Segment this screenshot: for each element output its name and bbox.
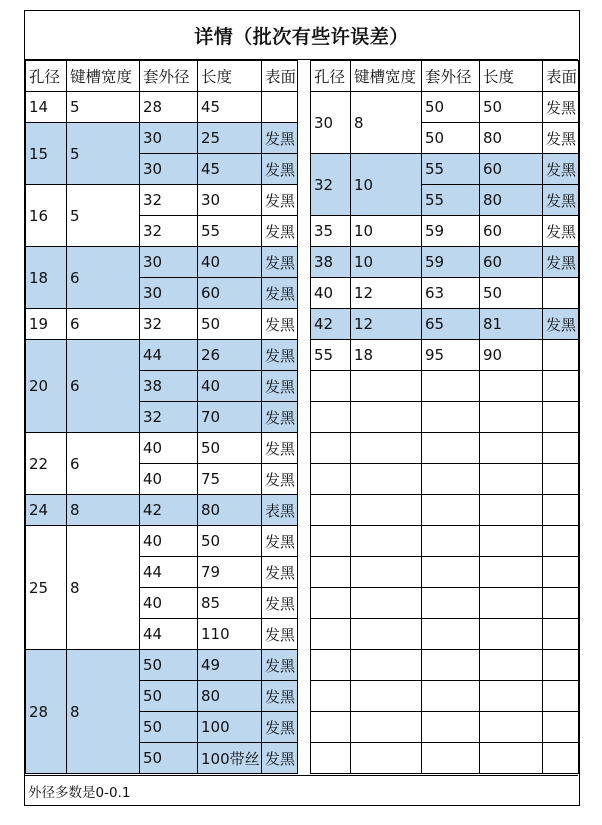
outer-diameter-cell: 55 bbox=[422, 185, 480, 216]
table-row bbox=[26, 185, 298, 216]
outer-diameter-cell: 50 bbox=[422, 123, 480, 154]
left-header-row bbox=[26, 61, 298, 92]
header-surface: 表面 bbox=[262, 61, 298, 92]
surface-cell: 发黑 bbox=[262, 526, 298, 557]
bore-cell: 22 bbox=[26, 433, 67, 495]
surface-cell: 发黑 bbox=[262, 464, 298, 495]
empty-row bbox=[311, 712, 579, 743]
outer-diameter-cell: 40 bbox=[140, 588, 198, 619]
bore-cell: 19 bbox=[26, 309, 67, 340]
keyway-cell: 12 bbox=[351, 309, 422, 340]
length-cell: 30 bbox=[198, 185, 262, 216]
empty-cell bbox=[311, 557, 351, 588]
length-cell: 100带丝 bbox=[198, 743, 262, 774]
length-cell: 50 bbox=[198, 309, 262, 340]
empty-cell bbox=[311, 743, 351, 774]
empty-cell bbox=[351, 619, 422, 650]
bore-cell: 40 bbox=[311, 278, 351, 309]
keyway-cell: 6 bbox=[67, 340, 140, 433]
outer-diameter-cell: 42 bbox=[140, 495, 198, 526]
empty-cell bbox=[311, 712, 351, 743]
empty-cell bbox=[543, 650, 579, 681]
table-row bbox=[311, 247, 579, 278]
empty-cell bbox=[543, 743, 579, 774]
empty-cell bbox=[311, 495, 351, 526]
surface-cell: 发黑 bbox=[262, 402, 298, 433]
surface-cell: 发黑 bbox=[262, 247, 298, 278]
keyway-cell: 18 bbox=[351, 340, 422, 371]
empty-cell bbox=[422, 650, 480, 681]
empty-cell bbox=[543, 433, 579, 464]
empty-row bbox=[311, 464, 579, 495]
outer-diameter-cell: 59 bbox=[422, 216, 480, 247]
bore-cell: 30 bbox=[311, 92, 351, 154]
bore-cell: 20 bbox=[26, 340, 67, 433]
empty-cell bbox=[351, 433, 422, 464]
length-cell: 45 bbox=[198, 92, 262, 123]
right-header-row bbox=[311, 61, 579, 92]
header-length: 长度 bbox=[480, 61, 543, 92]
left-spec-table bbox=[25, 60, 298, 774]
empty-cell bbox=[480, 588, 543, 619]
header-bore: 孔径 bbox=[26, 61, 67, 92]
surface-cell bbox=[543, 278, 579, 309]
empty-cell bbox=[351, 681, 422, 712]
outer-diameter-cell: 55 bbox=[422, 154, 480, 185]
outer-diameter-cell: 38 bbox=[140, 371, 198, 402]
empty-cell bbox=[422, 743, 480, 774]
keyway-cell: 6 bbox=[67, 433, 140, 495]
bore-cell: 42 bbox=[311, 309, 351, 340]
empty-cell bbox=[480, 557, 543, 588]
empty-cell bbox=[480, 743, 543, 774]
bore-cell: 24 bbox=[26, 495, 67, 526]
surface-cell: 发黑 bbox=[262, 433, 298, 464]
empty-row bbox=[311, 650, 579, 681]
outer-diameter-cell: 50 bbox=[422, 92, 480, 123]
outer-diameter-cell: 30 bbox=[140, 154, 198, 185]
keyway-cell: 5 bbox=[67, 92, 140, 123]
empty-row bbox=[311, 402, 579, 433]
empty-cell bbox=[422, 371, 480, 402]
surface-cell: 发黑 bbox=[543, 154, 579, 185]
empty-cell bbox=[480, 402, 543, 433]
outer-diameter-cell: 50 bbox=[140, 743, 198, 774]
header-outer-diameter: 套外径 bbox=[422, 61, 480, 92]
page-title: 详情（批次有些许误差） bbox=[25, 11, 578, 60]
empty-cell bbox=[543, 619, 579, 650]
empty-cell bbox=[311, 650, 351, 681]
header-outer-diameter: 套外径 bbox=[140, 61, 198, 92]
table-row bbox=[311, 278, 579, 309]
keyway-cell: 6 bbox=[67, 247, 140, 309]
empty-cell bbox=[422, 433, 480, 464]
empty-cell bbox=[422, 588, 480, 619]
empty-row bbox=[311, 681, 579, 712]
empty-cell bbox=[480, 650, 543, 681]
empty-cell bbox=[480, 619, 543, 650]
length-cell: 110 bbox=[198, 619, 262, 650]
surface-cell: 发黑 bbox=[262, 216, 298, 247]
table-row bbox=[311, 340, 579, 371]
empty-cell bbox=[480, 526, 543, 557]
outer-diameter-cell: 95 bbox=[422, 340, 480, 371]
table-row bbox=[26, 650, 298, 681]
empty-row bbox=[311, 433, 579, 464]
surface-cell: 发黑 bbox=[262, 123, 298, 154]
length-cell: 40 bbox=[198, 247, 262, 278]
empty-cell bbox=[543, 588, 579, 619]
empty-cell bbox=[480, 495, 543, 526]
empty-cell bbox=[543, 526, 579, 557]
outer-diameter-cell: 44 bbox=[140, 619, 198, 650]
footer-note: 外径多数是0-0.1 bbox=[25, 775, 578, 805]
empty-cell bbox=[480, 681, 543, 712]
surface-cell: 发黑 bbox=[262, 650, 298, 681]
right-spec-table bbox=[310, 60, 579, 774]
empty-row bbox=[311, 557, 579, 588]
outer-diameter-cell: 30 bbox=[140, 278, 198, 309]
length-cell: 60 bbox=[198, 278, 262, 309]
length-cell: 100 bbox=[198, 712, 262, 743]
empty-cell bbox=[543, 464, 579, 495]
empty-cell bbox=[311, 433, 351, 464]
empty-cell bbox=[351, 557, 422, 588]
surface-cell: 发黑 bbox=[262, 588, 298, 619]
table-row bbox=[26, 433, 298, 464]
outer-diameter-cell: 30 bbox=[140, 123, 198, 154]
header-keyway-width: 键槽宽度 bbox=[67, 61, 140, 92]
bore-cell: 18 bbox=[26, 247, 67, 309]
empty-row bbox=[311, 495, 579, 526]
empty-cell bbox=[480, 464, 543, 495]
keyway-cell: 8 bbox=[67, 650, 140, 774]
table-row bbox=[26, 495, 298, 526]
surface-cell: 发黑 bbox=[543, 309, 579, 340]
empty-cell bbox=[422, 712, 480, 743]
surface-cell: 发黑 bbox=[262, 712, 298, 743]
empty-row bbox=[311, 619, 579, 650]
surface-cell: 发黑 bbox=[543, 216, 579, 247]
outer-diameter-cell: 50 bbox=[140, 681, 198, 712]
bore-cell: 55 bbox=[311, 340, 351, 371]
surface-cell: 发黑 bbox=[543, 185, 579, 216]
table-row bbox=[311, 309, 579, 340]
outer-diameter-cell: 32 bbox=[140, 309, 198, 340]
outer-diameter-cell: 32 bbox=[140, 185, 198, 216]
keyway-cell: 12 bbox=[351, 278, 422, 309]
table-row bbox=[26, 92, 298, 123]
empty-cell bbox=[422, 681, 480, 712]
empty-cell bbox=[422, 557, 480, 588]
surface-cell: 发黑 bbox=[262, 309, 298, 340]
length-cell: 79 bbox=[198, 557, 262, 588]
empty-cell bbox=[311, 588, 351, 619]
surface-cell: 发黑 bbox=[262, 681, 298, 712]
bore-cell: 32 bbox=[311, 154, 351, 216]
outer-diameter-cell: 44 bbox=[140, 557, 198, 588]
empty-cell bbox=[422, 619, 480, 650]
empty-cell bbox=[543, 681, 579, 712]
empty-cell bbox=[351, 650, 422, 681]
empty-cell bbox=[351, 526, 422, 557]
header-surface: 表面 bbox=[543, 61, 579, 92]
empty-cell bbox=[422, 402, 480, 433]
outer-diameter-cell: 40 bbox=[140, 433, 198, 464]
length-cell: 70 bbox=[198, 402, 262, 433]
length-cell: 40 bbox=[198, 371, 262, 402]
outer-diameter-cell: 50 bbox=[140, 650, 198, 681]
length-cell: 50 bbox=[198, 433, 262, 464]
empty-cell bbox=[311, 681, 351, 712]
length-cell: 50 bbox=[480, 92, 543, 123]
surface-cell: 发黑 bbox=[262, 154, 298, 185]
empty-cell bbox=[480, 712, 543, 743]
bore-cell: 38 bbox=[311, 247, 351, 278]
empty-cell bbox=[351, 495, 422, 526]
length-cell: 50 bbox=[480, 278, 543, 309]
keyway-cell: 8 bbox=[67, 526, 140, 650]
header-bore: 孔径 bbox=[311, 61, 351, 92]
empty-cell bbox=[351, 464, 422, 495]
bore-cell: 15 bbox=[26, 123, 67, 185]
empty-cell bbox=[480, 433, 543, 464]
table-row bbox=[311, 216, 579, 247]
keyway-cell: 6 bbox=[67, 309, 140, 340]
outer-diameter-cell: 30 bbox=[140, 247, 198, 278]
length-cell: 80 bbox=[198, 681, 262, 712]
keyway-cell: 5 bbox=[67, 185, 140, 247]
empty-cell bbox=[351, 402, 422, 433]
bore-cell: 35 bbox=[311, 216, 351, 247]
keyway-cell: 8 bbox=[351, 92, 422, 154]
surface-cell: 发黑 bbox=[262, 619, 298, 650]
table-row bbox=[311, 92, 579, 123]
length-cell: 80 bbox=[480, 123, 543, 154]
table-row bbox=[311, 154, 579, 185]
outer-diameter-cell: 63 bbox=[422, 278, 480, 309]
length-cell: 81 bbox=[480, 309, 543, 340]
header-keyway-width: 键槽宽度 bbox=[351, 61, 422, 92]
empty-cell bbox=[543, 371, 579, 402]
spec-sheet bbox=[24, 10, 580, 806]
outer-diameter-cell: 44 bbox=[140, 340, 198, 371]
keyway-cell: 8 bbox=[67, 495, 140, 526]
keyway-cell: 10 bbox=[351, 216, 422, 247]
outer-diameter-cell: 59 bbox=[422, 247, 480, 278]
empty-row bbox=[311, 371, 579, 402]
length-cell: 50 bbox=[198, 526, 262, 557]
length-cell: 60 bbox=[480, 216, 543, 247]
empty-cell bbox=[543, 712, 579, 743]
keyway-cell: 10 bbox=[351, 154, 422, 216]
length-cell: 26 bbox=[198, 340, 262, 371]
empty-cell bbox=[311, 371, 351, 402]
length-cell: 85 bbox=[198, 588, 262, 619]
table-row bbox=[26, 247, 298, 278]
length-cell: 80 bbox=[480, 185, 543, 216]
empty-cell bbox=[311, 464, 351, 495]
length-cell: 60 bbox=[480, 247, 543, 278]
surface-cell: 发黑 bbox=[543, 92, 579, 123]
bore-cell: 14 bbox=[26, 92, 67, 123]
outer-diameter-cell: 28 bbox=[140, 92, 198, 123]
length-cell: 45 bbox=[198, 154, 262, 185]
surface-cell: 发黑 bbox=[262, 185, 298, 216]
empty-cell bbox=[543, 557, 579, 588]
surface-cell: 发黑 bbox=[262, 557, 298, 588]
surface-cell: 发黑 bbox=[262, 371, 298, 402]
length-cell: 60 bbox=[480, 154, 543, 185]
surface-cell: 发黑 bbox=[543, 247, 579, 278]
empty-row bbox=[311, 743, 579, 774]
empty-cell bbox=[351, 588, 422, 619]
empty-cell bbox=[543, 402, 579, 433]
surface-cell: 发黑 bbox=[262, 340, 298, 371]
empty-cell bbox=[351, 712, 422, 743]
outer-diameter-cell: 40 bbox=[140, 526, 198, 557]
outer-diameter-cell: 32 bbox=[140, 402, 198, 433]
length-cell: 49 bbox=[198, 650, 262, 681]
table-row bbox=[26, 123, 298, 154]
empty-cell bbox=[311, 619, 351, 650]
outer-diameter-cell: 65 bbox=[422, 309, 480, 340]
empty-cell bbox=[351, 743, 422, 774]
surface-cell: 发黑 bbox=[543, 123, 579, 154]
empty-cell bbox=[543, 495, 579, 526]
empty-cell bbox=[422, 495, 480, 526]
table-row bbox=[26, 340, 298, 371]
bore-cell: 28 bbox=[26, 650, 67, 774]
table-row bbox=[26, 526, 298, 557]
keyway-cell: 10 bbox=[351, 247, 422, 278]
empty-cell bbox=[422, 464, 480, 495]
empty-cell bbox=[422, 526, 480, 557]
length-cell: 75 bbox=[198, 464, 262, 495]
outer-diameter-cell: 50 bbox=[140, 712, 198, 743]
bore-cell: 25 bbox=[26, 526, 67, 650]
length-cell: 90 bbox=[480, 340, 543, 371]
empty-row bbox=[311, 588, 579, 619]
empty-cell bbox=[311, 402, 351, 433]
surface-cell: 发黑 bbox=[262, 278, 298, 309]
surface-cell bbox=[262, 92, 298, 123]
outer-diameter-cell: 40 bbox=[140, 464, 198, 495]
header-length: 长度 bbox=[198, 61, 262, 92]
table-row bbox=[26, 309, 298, 340]
surface-cell bbox=[543, 340, 579, 371]
length-cell: 25 bbox=[198, 123, 262, 154]
empty-cell bbox=[351, 371, 422, 402]
surface-cell: 发黑 bbox=[262, 743, 298, 774]
keyway-cell: 5 bbox=[67, 123, 140, 185]
outer-diameter-cell: 32 bbox=[140, 216, 198, 247]
surface-cell: 表黑 bbox=[262, 495, 298, 526]
length-cell: 55 bbox=[198, 216, 262, 247]
length-cell: 80 bbox=[198, 495, 262, 526]
empty-cell bbox=[311, 526, 351, 557]
empty-cell bbox=[480, 371, 543, 402]
empty-row bbox=[311, 526, 579, 557]
bore-cell: 16 bbox=[26, 185, 67, 247]
